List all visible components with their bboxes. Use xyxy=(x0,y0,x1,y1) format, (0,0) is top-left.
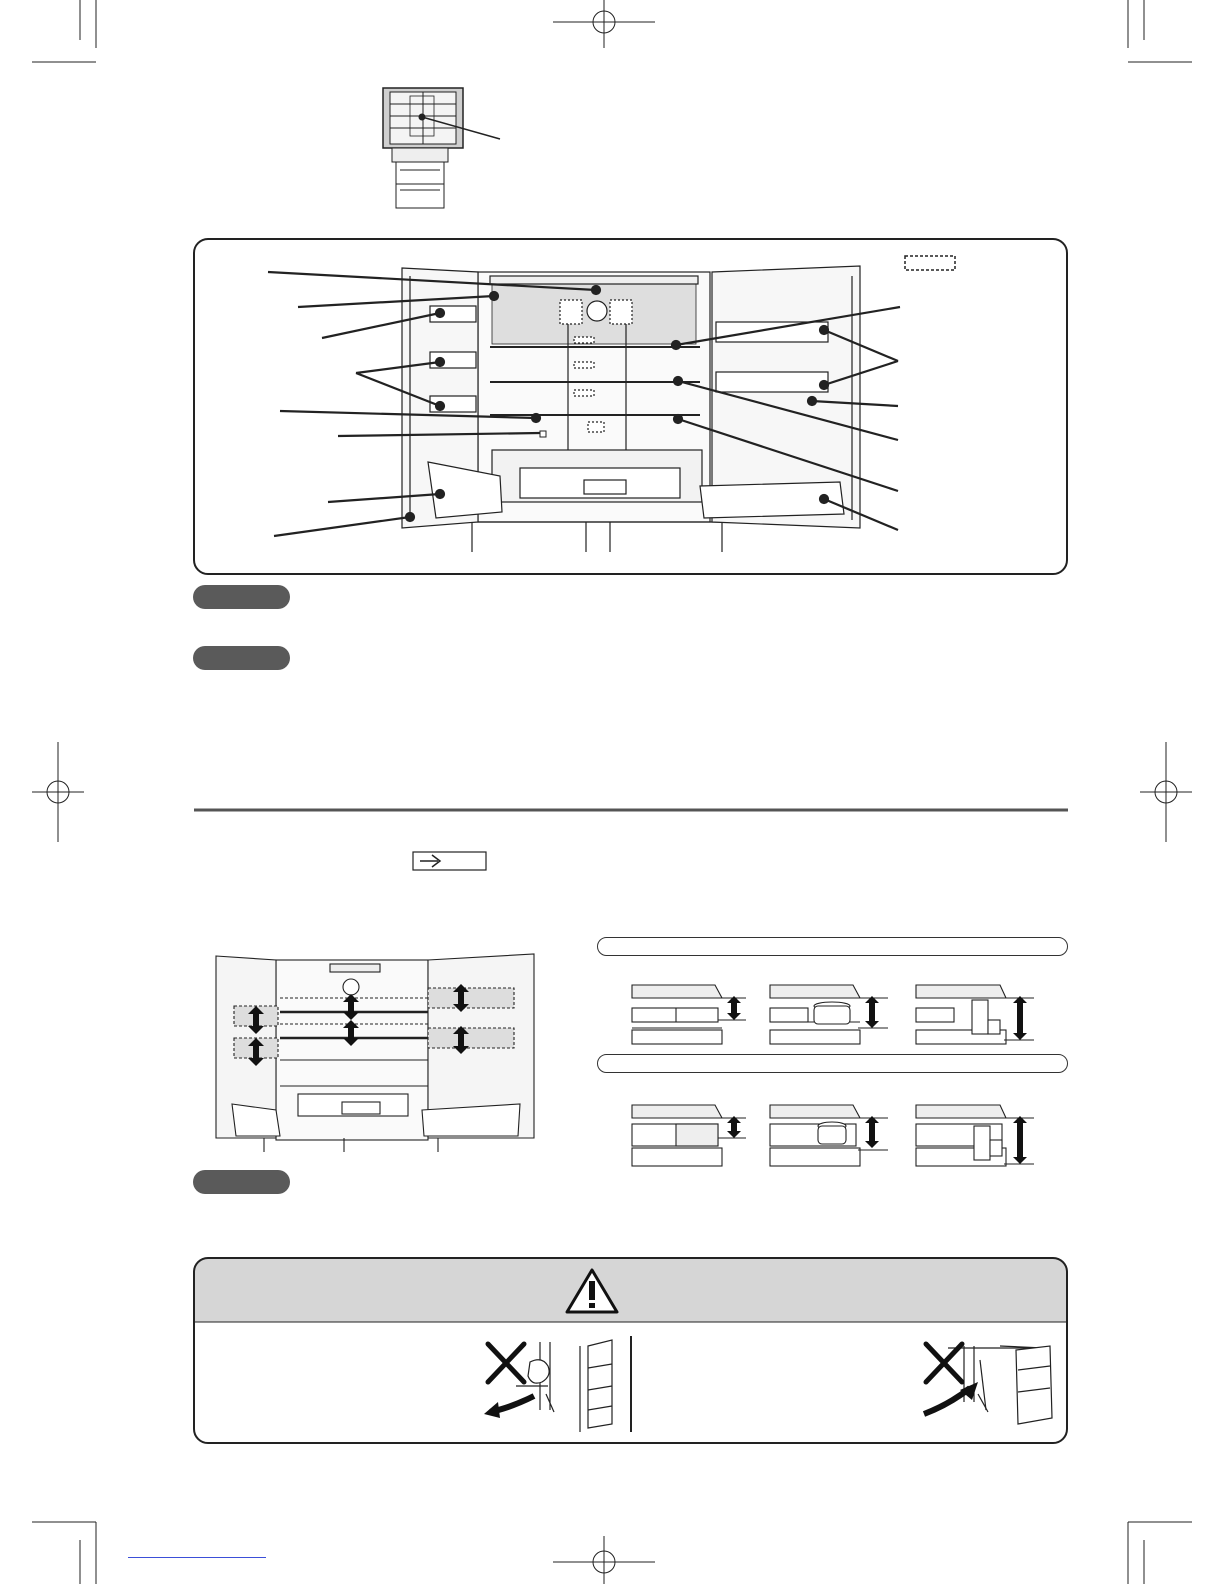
fridge-open-illustration xyxy=(402,266,860,552)
shelf-option-diagrams-row-2 xyxy=(632,1105,1034,1166)
registration-mark-icon xyxy=(553,1536,655,1584)
curved-arrow-head xyxy=(960,1382,978,1400)
shelf-option-bar-1 xyxy=(597,937,1068,956)
registration-mark-icon xyxy=(553,0,655,48)
note-badge xyxy=(193,585,290,609)
caution-illustration-right xyxy=(948,1346,1052,1424)
right-arrow-icon xyxy=(413,852,486,870)
prohibited-cross-icon xyxy=(926,1344,962,1382)
registration-mark-icon xyxy=(1140,742,1192,842)
footer-link-underline[interactable] xyxy=(128,1557,266,1558)
fridge-adjustable-shelves-illustration xyxy=(216,954,534,1152)
curved-arrow-head xyxy=(484,1402,500,1418)
caution-illustration-left xyxy=(516,1340,612,1432)
shelf-option-bar-2 xyxy=(597,1054,1068,1073)
caution-box xyxy=(194,1258,1067,1443)
note-badge xyxy=(193,646,290,670)
shelf-option-diagrams-row-1 xyxy=(632,985,1034,1044)
legend-dashed-box xyxy=(905,256,955,270)
fridge-thumbnail xyxy=(383,88,500,208)
prohibited-cross-icon xyxy=(488,1344,524,1382)
registration-mark-icon xyxy=(32,742,84,842)
small-square-marker xyxy=(540,431,546,437)
note-badge xyxy=(193,1170,290,1194)
